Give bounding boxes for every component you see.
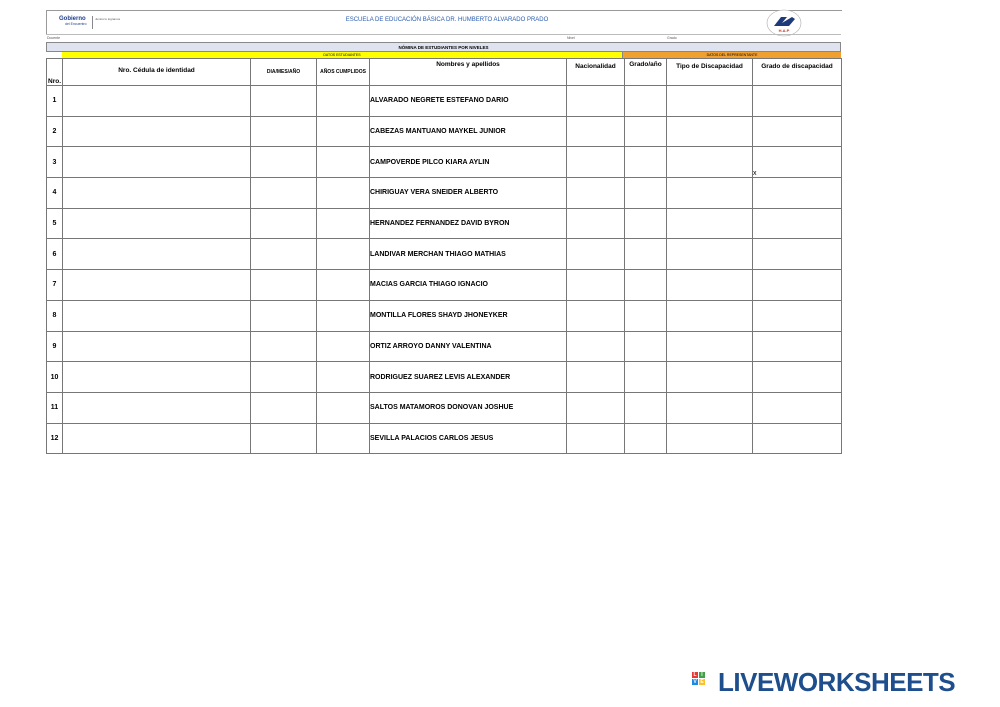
anios-cell[interactable] [317,116,370,147]
tipo-discapacidad-cell[interactable] [667,147,753,178]
row-number: 9 [47,331,63,362]
nacionalidad-cell[interactable] [567,239,625,270]
anios-cell[interactable] [317,208,370,239]
grado-anio-cell[interactable] [625,270,667,301]
cedula-cell[interactable] [63,362,251,393]
fecha-cell[interactable] [251,362,317,393]
brand-letter-l: L [693,672,697,678]
anios-cell[interactable] [317,178,370,209]
gov-logo-side: Juntos lo logramos [95,17,121,21]
grado-discapacidad-cell[interactable] [753,270,842,301]
school-logo [765,9,803,37]
fecha-cell[interactable] [251,178,317,209]
cedula-cell[interactable] [63,423,251,454]
row-number: 12 [47,423,63,454]
student-name: RODRIGUEZ SUAREZ LEVIS ALEXANDER [370,362,567,393]
fecha-cell[interactable] [251,239,317,270]
grado-anio-cell[interactable] [625,239,667,270]
grado-anio-cell[interactable] [625,392,667,423]
row-number: 7 [47,270,63,301]
student-name: HERNANDEZ FERNANDEZ DAVID BYRON [370,208,567,239]
col-cedula [63,59,251,86]
fecha-cell[interactable] [251,147,317,178]
student-name: SEVILLA PALACIOS CARLOS JESUS [370,423,567,454]
brand-letter-e: E [700,679,704,685]
student-name: MONTILLA FLORES SHAYD JHONEYKER [370,300,567,331]
cedula-cell[interactable] [63,208,251,239]
col-cedula-label: Nro. Cédula de identidad [118,67,195,74]
row-number: 6 [47,239,63,270]
nacionalidad-cell[interactable] [567,331,625,362]
grado-anio-cell[interactable] [625,178,667,209]
row-number: 11 [47,392,63,423]
grado-discapacidad-cell[interactable]: x [753,147,842,178]
nivel-label: Nivel [567,36,575,40]
row-number: 1 [47,86,63,117]
row-number: 10 [47,362,63,393]
col-anios: AÑOS CUMPLIDOS [317,59,370,86]
col-grado-discapacidad [753,59,842,86]
grado-discapacidad-cell[interactable] [753,423,842,454]
grado-discapacidad-cell[interactable] [753,362,842,393]
school-logo-text: H.A.P [778,28,790,33]
anios-cell[interactable] [317,362,370,393]
cedula-cell[interactable] [63,300,251,331]
grado-discapacidad-cell[interactable] [753,300,842,331]
nacionalidad-cell[interactable] [567,392,625,423]
student-name: CHIRIGUAY VERA SNEIDER ALBERTO [370,178,567,209]
anios-cell[interactable] [317,239,370,270]
fecha-cell[interactable] [251,208,317,239]
cedula-cell[interactable] [63,331,251,362]
fecha-cell[interactable] [251,392,317,423]
brand-letter-v: V [693,679,697,685]
grado-anio-cell[interactable] [625,300,667,331]
table-row [47,331,842,362]
tipo-discapacidad-cell[interactable] [667,300,753,331]
table-row [47,362,842,393]
table-header-row [47,59,842,86]
table-title: NÓMINA DE ESTUDIANTES POR NIVELES [46,42,841,52]
nacionalidad-cell[interactable] [567,86,625,117]
anios-cell[interactable] [317,392,370,423]
tipo-discapacidad-cell[interactable] [667,423,753,454]
government-logo [59,14,129,32]
grado-discapacidad-cell[interactable] [753,178,842,209]
nacionalidad-cell[interactable] [567,147,625,178]
tipo-discapacidad-cell[interactable] [667,392,753,423]
student-name: ORTIZ ARROYO DANNY VALENTINA [370,331,567,362]
table-row [47,116,842,147]
brand-letter-i: I [699,672,705,678]
fecha-cell[interactable] [251,331,317,362]
grado-discapacidad-cell[interactable] [753,86,842,117]
grado-discapacidad-cell[interactable] [753,208,842,239]
grado-anio-cell[interactable] [625,331,667,362]
nacionalidad-cell[interactable] [567,300,625,331]
tipo-discapacidad-cell[interactable] [667,208,753,239]
student-name: SALTOS MATAMOROS DONOVAN JOSHUE [370,392,567,423]
col-nombres [370,59,567,86]
gov-logo-text: Gobierno [59,16,86,22]
grado-discapacidad-cell[interactable] [753,331,842,362]
nacionalidad-cell[interactable] [567,178,625,209]
cedula-cell[interactable] [63,270,251,301]
table-row [47,208,842,239]
nacionalidad-cell[interactable] [567,362,625,393]
col-tipo-discapacidad-label: Tipo de Discapacidad [676,63,743,70]
grado-anio-cell[interactable] [625,116,667,147]
student-name: LANDIVAR MERCHAN THIAGO MATHIAS [370,239,567,270]
row-number: 3 [47,147,63,178]
students-table [46,58,842,454]
grado-anio-cell[interactable] [625,423,667,454]
cedula-cell[interactable] [63,239,251,270]
grado-anio-cell[interactable] [625,208,667,239]
nacionalidad-cell[interactable] [567,208,625,239]
tipo-discapacidad-cell[interactable] [667,178,753,209]
student-name: MACIAS GARCIA THIAGO IGNACIO [370,270,567,301]
tipo-discapacidad-cell[interactable] [667,86,753,117]
school-title: ESCUELA DE EDUCACIÓN BÁSICA DR. HUMBERTO ALVARADO PRADO [345,17,549,23]
fecha-cell[interactable] [251,270,317,301]
grado-discapacidad-cell[interactable] [753,239,842,270]
cedula-cell[interactable] [63,392,251,423]
col-grado-discapacidad-label: Grado de discapacidad [761,63,833,70]
col-nacionalidad-label: Nacionalidad [575,63,616,70]
table-row [47,423,842,454]
row-number: 2 [47,116,63,147]
docente-label: Docente [47,36,61,40]
grado-anio-cell[interactable] [625,86,667,117]
col-nombres-label: Nombres y apellidos [436,61,500,68]
grado-anio-cell[interactable] [625,362,667,393]
student-name: ALVARADO NEGRETE ESTEFANO DARIO [370,86,567,117]
cedula-cell[interactable] [63,147,251,178]
header-bar [46,10,842,35]
student-name: CAMPOVERDE PILCO KIARA AYLIN [370,147,567,178]
anios-cell[interactable] [317,331,370,362]
logo-divider [92,16,93,29]
fecha-cell[interactable] [251,300,317,331]
tipo-discapacidad-cell[interactable] [667,116,753,147]
fecha-cell[interactable] [251,116,317,147]
gov-logo-sub: del Encuentro [65,22,87,26]
table-row [47,300,842,331]
grado-discapacidad-cell[interactable] [753,392,842,423]
tipo-discapacidad-cell[interactable] [667,331,753,362]
tipo-discapacidad-cell[interactable] [667,270,753,301]
anios-cell[interactable] [317,300,370,331]
col-grado-anio [625,59,667,86]
representative-group-header: DATOS DEL REPRESENTANTE [623,52,841,58]
brand-wordmark: LIVEWORKSHEETS [718,667,956,697]
grado-discapacidad-cell[interactable] [753,116,842,147]
student-name: CABEZAS MANTUANO MAYKEL JUNIOR [370,116,567,147]
table-row [47,147,842,178]
col-tipo-discapacidad [667,59,753,86]
table-row [47,270,842,301]
anios-cell[interactable] [317,147,370,178]
tipo-discapacidad-cell[interactable] [667,239,753,270]
col-grado-anio-label: Grado/año [629,61,662,68]
row-number: 5 [47,208,63,239]
nacionalidad-cell[interactable] [567,270,625,301]
table-row [47,239,842,270]
nacionalidad-cell[interactable] [567,116,625,147]
grado-anio-cell[interactable] [625,147,667,178]
fecha-cell[interactable] [251,423,317,454]
col-nacionalidad [567,59,625,86]
anios-cell[interactable] [317,86,370,117]
liveworksheets-brand [692,667,992,697]
table-row [47,86,842,117]
row-number: 8 [47,300,63,331]
cedula-cell[interactable] [63,116,251,147]
anios-cell[interactable] [317,423,370,454]
grado-label: Grado [667,36,677,40]
anios-cell[interactable] [317,270,370,301]
table-row [47,392,842,423]
tipo-discapacidad-cell[interactable] [667,362,753,393]
col-nro: Nro. [47,59,63,86]
cedula-cell[interactable] [63,86,251,117]
cedula-cell[interactable] [63,178,251,209]
fecha-cell[interactable] [251,86,317,117]
table-row [47,178,842,209]
students-group-header: DATOS ESTUDIANTES [62,52,623,58]
row-number: 4 [47,178,63,209]
nacionalidad-cell[interactable] [567,423,625,454]
col-fecha: DIA/MES/AÑO [251,59,317,86]
